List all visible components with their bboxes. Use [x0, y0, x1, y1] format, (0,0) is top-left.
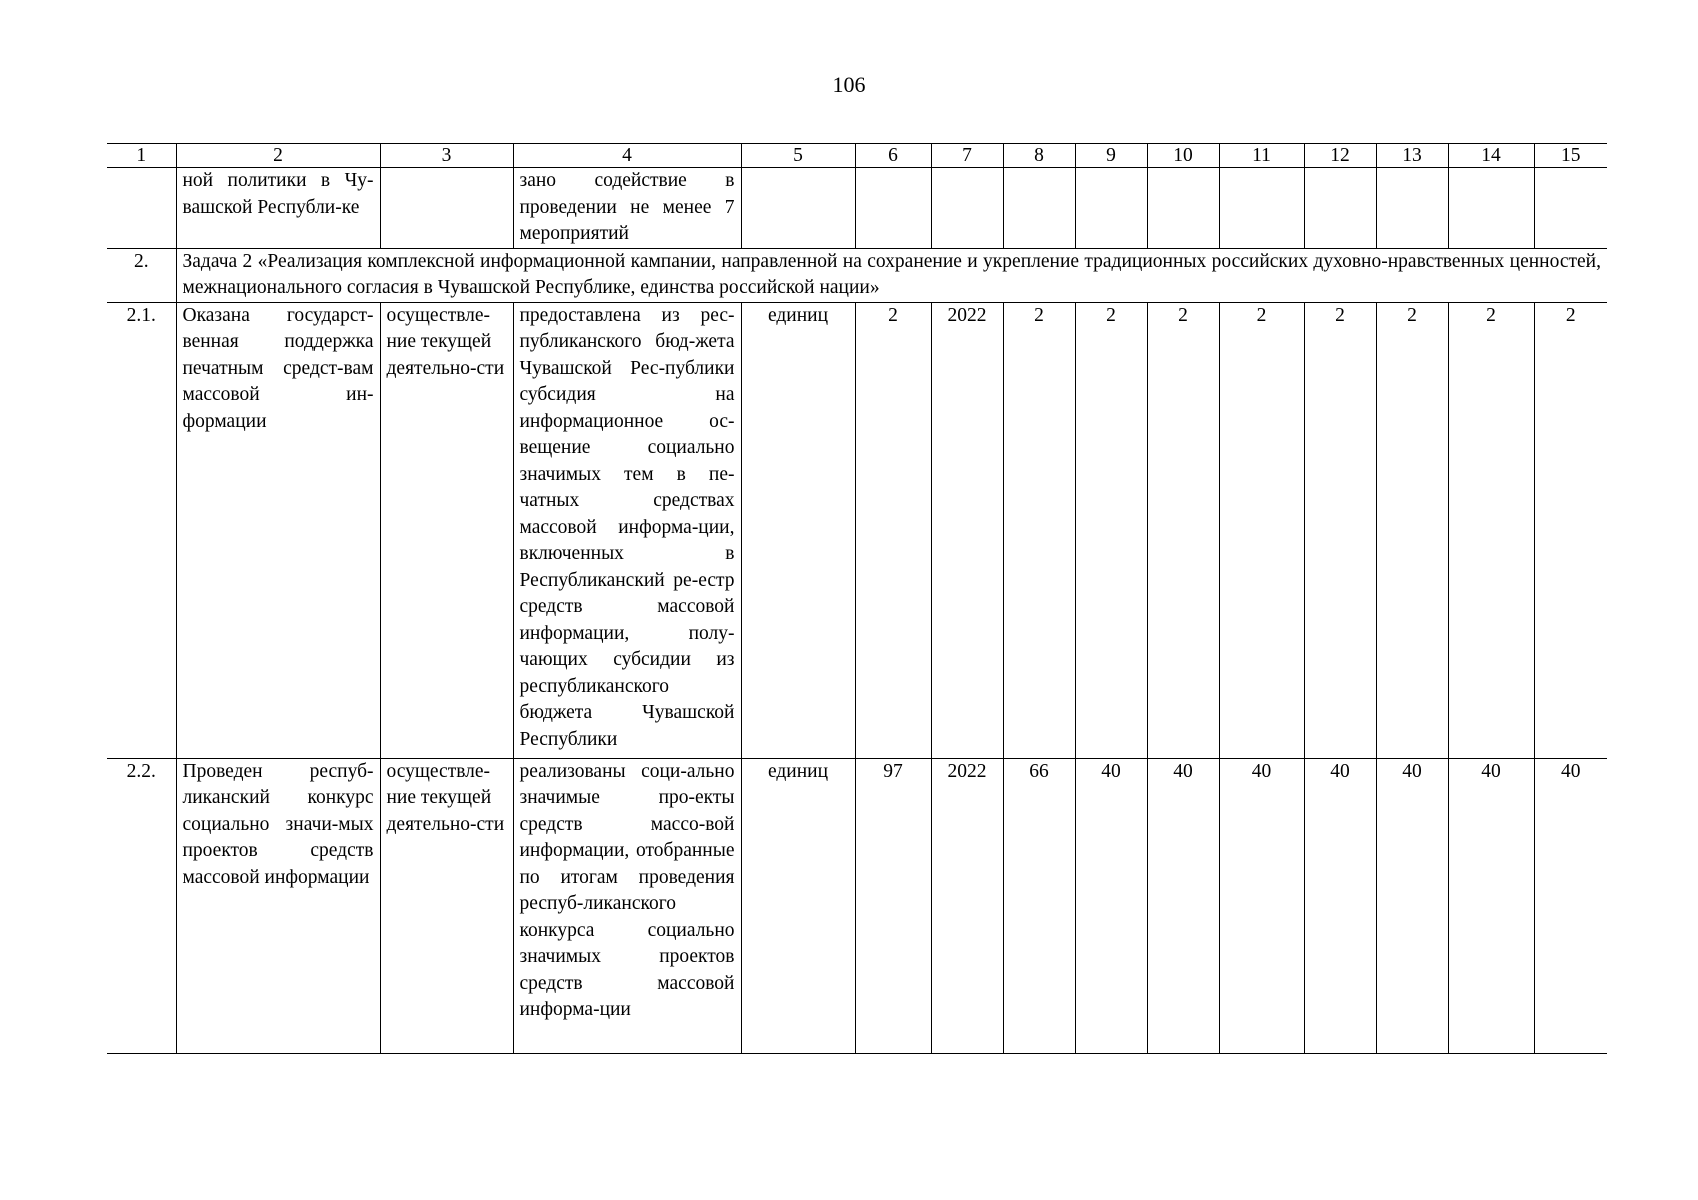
header-cell: 2 — [176, 144, 380, 168]
header-cell: 14 — [1448, 144, 1534, 168]
row-unit: единиц — [741, 758, 855, 1053]
header-cell: 13 — [1376, 144, 1448, 168]
header-cell: 9 — [1075, 144, 1147, 168]
continuation-result: зано содействие в проведении не менее 7 мероприятий — [513, 168, 741, 249]
row-base-year: 2022 — [931, 758, 1003, 1053]
row-value: 40 — [1448, 758, 1534, 1053]
row-number: 2.1. — [107, 302, 176, 758]
row-value: 40 — [1376, 758, 1448, 1053]
row-value: 2 — [1003, 302, 1075, 758]
header-cell: 5 — [741, 144, 855, 168]
header-cell: 3 — [380, 144, 513, 168]
row-value: 2 — [1147, 302, 1219, 758]
row-base-value: 2 — [855, 302, 931, 758]
page-number: 106 — [832, 72, 866, 97]
task-number: 2. — [107, 248, 176, 302]
header-cell: 12 — [1304, 144, 1376, 168]
row-number: 2.2. — [107, 758, 176, 1053]
row-type: осуществле-ние текущей деятельно-сти — [380, 302, 513, 758]
row-value: 2 — [1376, 302, 1448, 758]
row-result: реализованы соци-ально значимые про-екты средств массо-вой информации, отобранные по итогам проведения респуб-ликанского конкурса социально значимых проектов средств массовой информа-ции — [513, 758, 741, 1053]
row-value: 2 — [1219, 302, 1304, 758]
row-name: Оказана государст-венная поддержка печатным средст-вам массовой ин-формации — [176, 302, 380, 758]
row-name: Проведен респуб-ликанский конкурс социально значи-мых проектов средств массовой информации — [176, 758, 380, 1053]
header-cell: 10 — [1147, 144, 1219, 168]
task-row — [107, 248, 1607, 302]
row-value: 40 — [1219, 758, 1304, 1053]
row-result: предоставлена из рес-публиканского бюд-жета Чувашской Рес-публики субсидия на информационное ос-вещение социально значимых тем в пе-чатных средствах массовой информа-ции, включенных в Республиканский ре-естр средств массовой информации, полу-чающих субсидии из республиканского бюджета Чувашской Республики — [513, 302, 741, 758]
row-value: 2 — [1304, 302, 1376, 758]
continuation-name: ной политики в Чу-вашской Республи-ке — [176, 168, 380, 249]
row-value: 2 — [1448, 302, 1534, 758]
header-row — [107, 144, 1607, 168]
row-base-year: 2022 — [931, 302, 1003, 758]
row-unit: единиц — [741, 302, 855, 758]
indicators-table — [107, 143, 1607, 1054]
row-value: 2 — [1075, 302, 1147, 758]
table-row — [107, 302, 1607, 758]
header-cell: 6 — [855, 144, 931, 168]
header-cell: 8 — [1003, 144, 1075, 168]
row-type: осуществле-ние текущей деятельно-сти — [380, 758, 513, 1053]
header-cell: 7 — [931, 144, 1003, 168]
table-row — [107, 758, 1607, 1053]
row-value: 2 — [1534, 302, 1607, 758]
header-cell: 4 — [513, 144, 741, 168]
row-value: 40 — [1075, 758, 1147, 1053]
header-cell: 11 — [1219, 144, 1304, 168]
row-base-value: 97 — [855, 758, 931, 1053]
row-value: 40 — [1147, 758, 1219, 1053]
row-value: 40 — [1534, 758, 1607, 1053]
row-value: 40 — [1304, 758, 1376, 1053]
task-text: Задача 2 «Реализация комплексной информационной кампании, направленной на сохранение и укрепление традиционных российских духовно-нравственных ценностей, межнационального согласия в Чувашской Республике, единства российской нации» — [176, 248, 1607, 302]
header-cell: 15 — [1534, 144, 1607, 168]
header-cell: 1 — [107, 144, 176, 168]
continuation-row — [107, 168, 1607, 249]
row-value: 66 — [1003, 758, 1075, 1053]
